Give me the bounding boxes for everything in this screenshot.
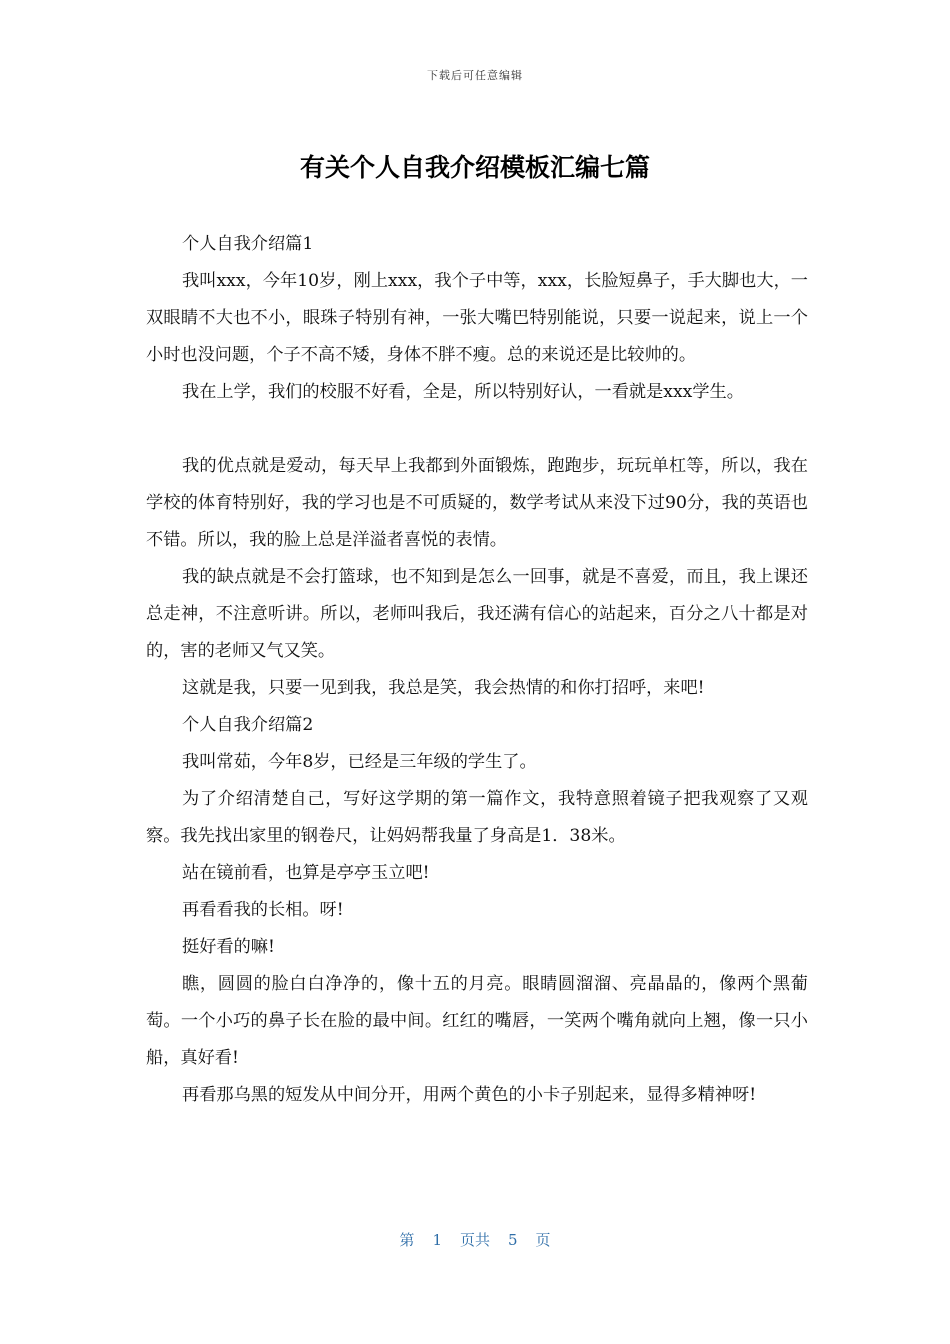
paragraph: 我的优点就是爱动，每天早上我都到外面锻炼，跑跑步，玩玩单杠等，所以，我在学校的体育特别好，我的学习也是不可质疑的，数学考试从来没下过90分，我的英语也不错。所以，我的脸上总是洋溢者喜悦的表情。 [146,456,808,550]
paragraph: 再看那乌黑的短发从中间分开，用两个黄色的小卡子别起来，显得多精神呀! [182,1085,757,1105]
paragraph: 瞧，圆圆的脸白白净净的，像十五的月亮。眼睛圆溜溜、亮晶晶的，像两个黑葡萄。一个小巧的鼻子长在脸的最中间。红红的嘴唇，一笑两个嘴角就向上翘，像一只小船，真好看! [146,974,808,1068]
document-body [146,226,808,1114]
footer-current-page: 1 [432,1231,442,1249]
section-heading-2: 个人自我介绍篇2 [182,715,314,735]
page-footer [0,1229,950,1250]
header-note: 下载后可任意编辑 [427,69,523,82]
footer-middle: 页共 [459,1231,490,1249]
paragraph: 我叫xxx，今年10岁，刚上xxx，我个子中等，xxx，长脸短鼻子，手大脚也大，一双眼睛不大也不小，眼珠子特别有神，一张大嘴巴特别能说，只要一说起来，说上一个小时也没问题，个子不高不矮，身体不胖不瘦。总的来说还是比较帅的。 [146,271,808,365]
paragraph: 站在镜前看，也算是亭亭玉立吧! [182,863,430,883]
paragraph: 再看看我的长相。呀! [182,900,344,920]
section-heading-1: 个人自我介绍篇1 [182,234,314,254]
paragraph: 这就是我，只要一见到我，我总是笑，我会热情的和你打招呼，来吧! [182,678,705,698]
footer-total-pages: 5 [508,1231,518,1249]
document-title: 有关个人自我介绍模板汇编七篇 [299,153,650,182]
footer-suffix: 页 [535,1231,551,1249]
footer-prefix: 第 [399,1231,415,1249]
paragraph: 我叫常茹，今年8岁，已经是三年级的学生了。 [182,752,537,772]
paragraph: 我在上学，我们的校服不好看，全是，所以特别好认，一看就是xxx学生。 [182,382,744,402]
paragraph: 我的缺点就是不会打篮球，也不知到是怎么一回事，就是不喜爱，而且，我上课还总走神，不注意听讲。所以，老师叫我后，我还满有信心的站起来，百分之八十都是对的，害的老师又气又笑。 [146,567,808,661]
paragraph: 挺好看的嘛! [182,937,275,957]
paragraph: 为了介绍清楚自己，写好这学期的第一篇作文，我特意照着镜子把我观察了又观察。我先找出家里的钢卷尺，让妈妈帮我量了身高是1．38米。 [146,789,808,846]
